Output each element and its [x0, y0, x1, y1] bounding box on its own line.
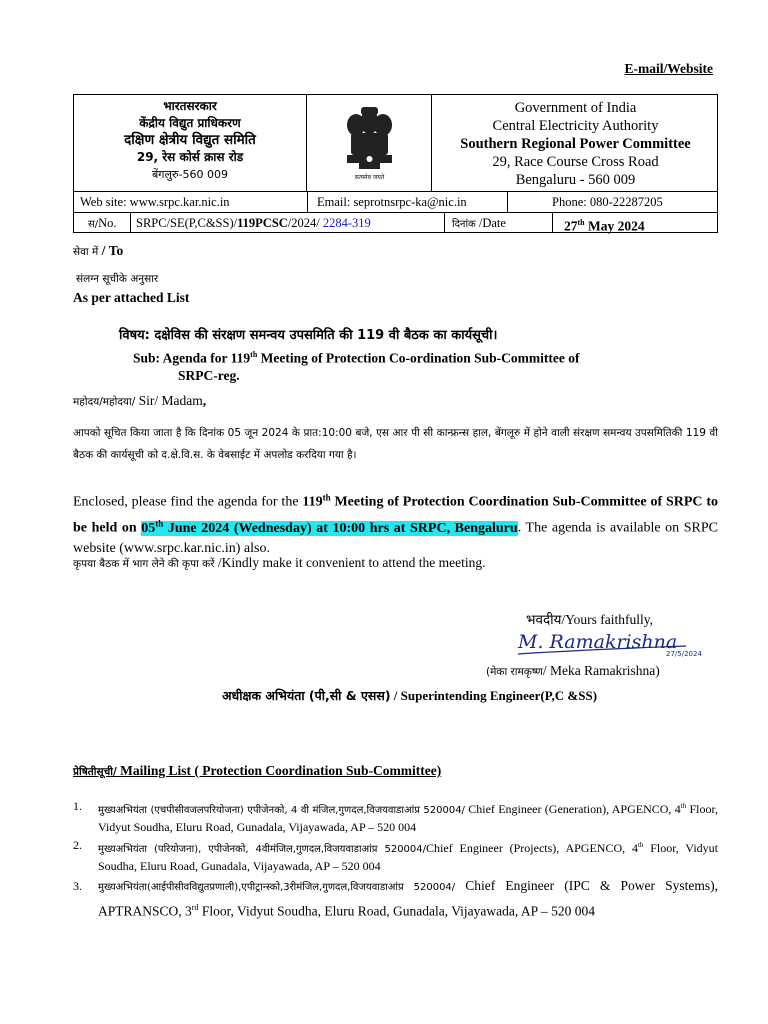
lh-hi-line1: भारतसरकार	[163, 99, 217, 113]
letterhead-table	[73, 94, 718, 233]
lh-en-line5: Bengaluru - 560 009	[515, 172, 636, 188]
body-paragraph-hindi: आपको सूचित किया जाता है कि दिनांक 05 जून 2024 के प्रात:10:00 बजे, एस आर पी सी कान्फ्रन्स हाल, बेंगलूरु में होने वाली संरक्षण समन्वय उपसमितिकी 119 वी बैठक की कार्यसूची को द.क्षे.वि.स. के वेबसाईट में अपलोड करदिया गया है।	[73, 427, 718, 461]
contact-row	[74, 191, 717, 212]
attached-en: As per attached List	[73, 290, 190, 305]
lh-hi-line5: बेंगलुरु-560 009	[152, 168, 228, 181]
lh-hi-line3: दक्षिण क्षेत्रीय विद्युत समिति	[124, 132, 256, 148]
to-line: सेवा में / To	[73, 243, 124, 258]
lh-en-line1: Government of India	[514, 100, 637, 116]
list-item: 1. मुख्यअभियंता (एचपीसीवजलपरियोजना) एपीजेनको, 4 वी मंजिल,गुणदल,विजयवाडाआंप्र 520004/ Chief Engineer (Generation), APGENCO, 4th Floor, Vidyut Soudha, Eluru Road, Gunadala, Vijayawada, AP – 520 004	[73, 799, 718, 834]
reference-row	[74, 212, 717, 233]
subject-english: Sub: Agenda for 119th Meeting of Protection Co-ordination Sub-Committee of SRPC-reg.	[133, 350, 580, 383]
kindly-line: कृपया बैठक में भाग लेने की कृपा करें /Kindly make it convenient to attend the meeting.	[73, 555, 486, 570]
signer-name: (मेका रामकृष्ण/ Meka Ramakrishna)	[486, 663, 660, 678]
attached-hi: संलग्न सूचीके अनुसार	[76, 273, 159, 285]
designation: अधीक्षक अभियंता (पी,सी & एसस) / Superintending Engineer(P,C &SS)	[222, 688, 598, 703]
subject-hindi: विषय: दक्षेविस की संरक्षण समन्वय उपसमिति की 119 वी बैठक का कार्यसूची।	[119, 328, 498, 343]
letterhead-english-block	[432, 95, 719, 191]
svg-text:M. Ramakrishna: M. Ramakrishna	[518, 631, 678, 653]
emblem-caption: सत्यमेव जयते	[354, 174, 385, 181]
lh-en-line2: Central Electricity Authority	[492, 118, 659, 134]
mailing-list-heading: प्रेषितीसूची/ Mailing List ( Protection Coordination Sub-Committee)	[73, 763, 442, 778]
lh-en-line3: Southern Regional Power Committee	[460, 136, 691, 152]
list-item: 3. मुख्यअभियंता(आईपीसीवविद्युतप्रणाली),एपीट्रान्स्को,3रीमंजिल,गुणदल,विजयवाडाआंप्र 520004/ Chief Engineer (IPC & Power Systems), APTRANSCO, 3rd Floor, Vidyut Soudha, Eluru Road, Gunadala, Vijayawada, AP – 520 004	[73, 878, 718, 919]
mailing-list	[73, 798, 718, 924]
lh-hi-line4: 29, रेस कोर्स क्रास रोड	[136, 150, 244, 164]
meeting-date-highlight: 05th June 2024 (Wednesday) at 10:00 hrs at SRPC, Bengaluru	[141, 518, 518, 536]
signature	[516, 622, 716, 666]
phone-text: Phone: 080-22287205	[552, 195, 663, 209]
svg-text:27/5/2024: 27/5/2024	[666, 650, 702, 658]
salutation: महोदय/महोदया/ Sir/ Madam,	[73, 393, 207, 408]
date-label: दिनांक /Date	[452, 216, 506, 230]
ref-label: स/No.	[88, 216, 117, 230]
ref-number: SRPC/SE(P,C&SS)/119PCSC/2024/ 2284-319	[136, 216, 371, 230]
lh-hi-line2: केंद्रीय विद्युत प्राधिकरण	[139, 116, 241, 130]
email-website-label: E-mail/Website	[624, 61, 713, 76]
email-text: Email: seprotnsrpc-ka@nic.in	[317, 195, 467, 209]
lh-en-line4: 29, Race Course Cross Road	[492, 154, 659, 170]
date-value: 27th May 2024	[564, 218, 645, 234]
letterhead-hindi-block	[74, 95, 307, 191]
website-text: Web site: www.srpc.kar.nic.in	[80, 195, 230, 209]
list-item: 2. मुख्यअभियंता (परियोजना), एपीजेनको, 4वीमंजिल,गुणदल,विजयवाडाआंप्र 520004/Chief Engineer (Projects), APGENCO, 4th Floor, Vidyut Soudha, Eluru Road, Gunadala, Vijayawada, AP – 520 004	[73, 838, 718, 873]
emblem-icon	[307, 95, 432, 191]
national-emblem	[307, 95, 432, 191]
closing-yours: भवदीय/Yours faithfully,	[526, 612, 653, 627]
body-paragraph-english: Enclosed, please find the agenda for the 119th Meeting of Protection Coordination Sub-Committee of SRPC to be held on 05th June 2024 (Wednesday) at 10:00 hrs at SRPC, Bengaluru. The agenda is available on SRPC website (www.srpc.kar.nic.in) also.	[73, 492, 719, 557]
